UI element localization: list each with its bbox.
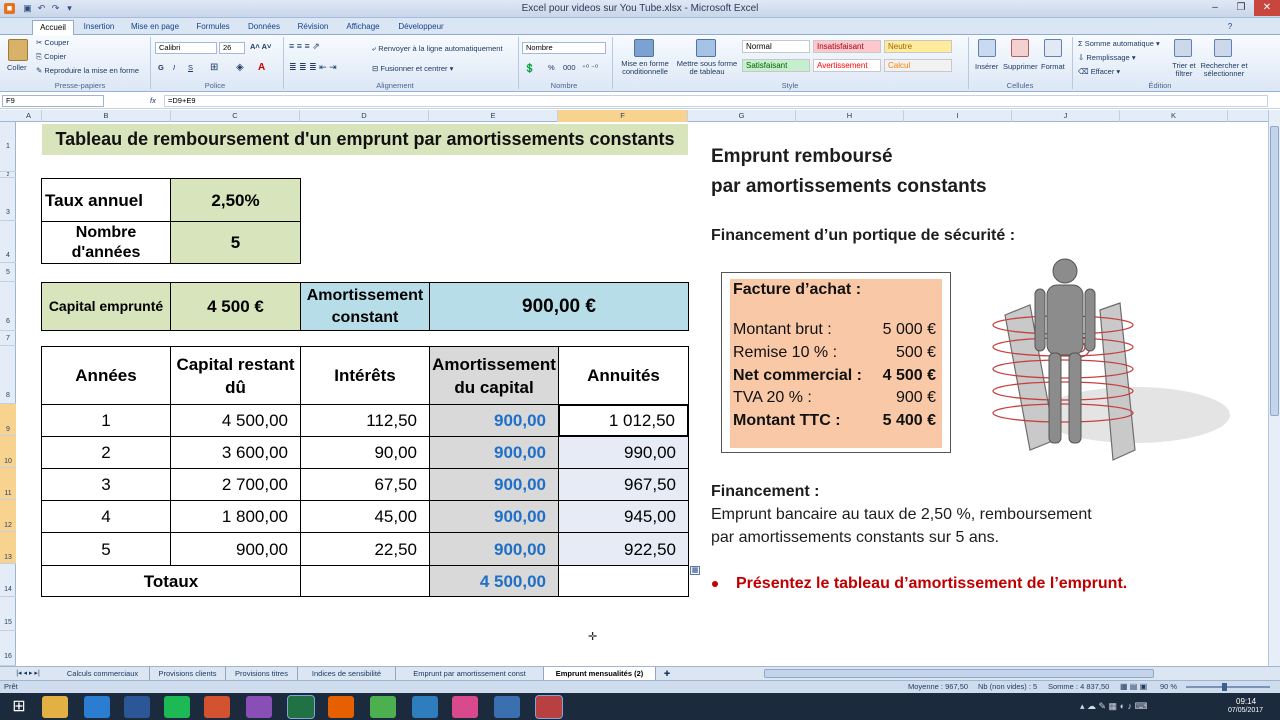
sheet-tabs-bar [0, 666, 1280, 680]
financement-label: Financement : [711, 483, 820, 500]
file-explorer-icon[interactable] [42, 696, 68, 718]
group-separator [968, 37, 969, 89]
row-header-selected[interactable]: 13 [0, 532, 16, 564]
row-header[interactable]: 8 [0, 346, 16, 404]
excel-icon[interactable] [288, 696, 314, 718]
group-separator [1072, 37, 1073, 89]
autosum-button[interactable]: Σ Somme automatique ▾ [1078, 39, 1160, 48]
style-normal[interactable]: Normal [742, 40, 810, 53]
grow-font-icon[interactable]: A˄ A˅ [250, 42, 272, 51]
row-header[interactable]: 2 [0, 172, 16, 178]
invoice-line-label: Remise 10 % : [733, 344, 838, 361]
recorder-icon[interactable] [536, 696, 562, 718]
quick-access-icon[interactable]: ▾ [67, 3, 72, 13]
group-label-font: Police [204, 81, 226, 90]
clock-date[interactable]: 07/05/2017 [1228, 707, 1264, 714]
delete-cells-icon[interactable] [1011, 39, 1029, 57]
invoice-line-label: Montant TTC : [733, 412, 841, 429]
amort-value-cell[interactable]: 900,00 € [429, 282, 689, 331]
invoice-line-value: 900 € [895, 389, 936, 406]
sheet-tab-active[interactable]: Emprunt mensualités (2) [544, 667, 656, 680]
scroll-thumb[interactable] [1270, 126, 1279, 416]
header-capital[interactable]: Capital restant dû [170, 346, 301, 405]
amort-label-cell[interactable]: Amortissement constant [300, 282, 430, 331]
paste-icon[interactable] [8, 39, 28, 61]
app-icon[interactable] [246, 696, 272, 718]
instruction-text: Présentez le tableau d’amortissement de l’emprunt. [736, 575, 1128, 592]
row-header[interactable]: 16 [0, 631, 16, 666]
sort-filter-icon[interactable] [1174, 39, 1192, 57]
cell-annee[interactable]: 5 [41, 532, 171, 566]
fill-color-icon[interactable]: ◈ [236, 62, 244, 73]
sheet-nav-icon[interactable]: |◂ ◂ ▸ ▸| [16, 670, 40, 677]
currency-icon[interactable]: 💲 [524, 63, 536, 73]
taux-label-cell[interactable]: Taux annuel [41, 178, 171, 222]
row-header[interactable]: 4 [0, 221, 16, 263]
font-name-input[interactable]: Calibri [155, 42, 217, 54]
status-bar [0, 680, 1280, 693]
cell-capital[interactable]: 3 600,00 [170, 436, 301, 469]
italic-icon[interactable]: I [173, 63, 176, 72]
group-label-cells: Cellules [1006, 81, 1034, 90]
bullet-icon [712, 581, 718, 587]
system-tray-icons[interactable]: ▴ ☁ ✎ ▦ ◐ ♪ ⌨ [1080, 701, 1148, 711]
ribbon [0, 35, 1280, 92]
title-bar [0, 0, 1280, 18]
fill-button[interactable]: ⇩ Remplissage ▾ [1078, 53, 1136, 62]
copy-button[interactable]: ⎘ Copier [36, 52, 67, 61]
sheet-tab[interactable]: Provisions titres [226, 667, 298, 680]
tab-mise-en-page[interactable]: Mise en page [130, 22, 180, 31]
minimize-icon[interactable]: ‒ [1212, 2, 1218, 13]
horizontal-scrollbar[interactable] [764, 669, 1154, 678]
decimal-icon[interactable]: ⁺⁰ ⁻⁰ [582, 63, 599, 72]
vertical-scrollbar[interactable] [1268, 110, 1280, 666]
column-header[interactable]: D [300, 110, 429, 122]
panel-title-line2: par amortissements constants [711, 176, 987, 197]
sheet-title[interactable]: Tableau de remboursement d'un emprunt par amortissements constants [42, 124, 688, 155]
borders-icon[interactable]: ⊞ [210, 62, 219, 73]
group-label-editing: Édition [1148, 81, 1172, 90]
internet-explorer-icon[interactable] [84, 696, 110, 718]
window-title: Excel pour videos sur You Tube.xlsx - Microsoft Excel [521, 3, 759, 14]
app-icon[interactable] [494, 696, 520, 718]
cell-capital[interactable]: 1 800,00 [170, 500, 301, 533]
font-size-input[interactable]: 26 [219, 42, 245, 54]
totals-annuites-cell[interactable] [558, 565, 689, 597]
tab-accueil[interactable]: Accueil [32, 20, 74, 35]
style-calcul[interactable]: Calcul [884, 59, 952, 72]
cell-annuite[interactable]: 922,50 [558, 532, 689, 566]
office-icon[interactable] [204, 696, 230, 718]
formula-input[interactable]: =D9+E9 [164, 95, 1268, 107]
style-avertissement[interactable]: Avertissement [813, 59, 881, 72]
totals-label-cell[interactable]: Totaux [41, 565, 301, 597]
number-format-select[interactable]: Nombre [522, 42, 606, 54]
capital-label-cell[interactable]: Capital emprunté [41, 282, 171, 331]
financement-text-1: Emprunt bancaire au taux de 2,50 %, remboursement [711, 506, 1092, 523]
tab-formules[interactable]: Formules [196, 22, 230, 31]
cell-amortissement[interactable]: 900,00 [429, 500, 559, 533]
delete-button[interactable]: Supprimer [1003, 62, 1038, 71]
header-amortissement[interactable]: Amortissement du capital [429, 346, 559, 405]
cell-interets[interactable]: 45,00 [300, 500, 430, 533]
table-format-icon[interactable] [696, 39, 716, 57]
paste-button[interactable]: Coller [7, 63, 27, 72]
format-cells-icon[interactable] [1044, 39, 1062, 57]
font-color-icon[interactable]: A [258, 62, 266, 73]
cell-amortissement[interactable]: 900,00 [429, 532, 559, 566]
help-icon[interactable]: ? [1227, 22, 1233, 31]
taux-value-cell[interactable]: 2,50% [170, 178, 301, 222]
thousands-button[interactable]: 000 [563, 63, 576, 72]
status-ready: Prêt [4, 682, 18, 691]
cell-interets[interactable]: 67,50 [300, 468, 430, 501]
firefox-icon[interactable] [328, 696, 354, 718]
cell-interets[interactable]: 90,00 [300, 436, 430, 469]
view-buttons-icon[interactable]: ▦ ▤ ▣ [1120, 682, 1148, 691]
invoice-line-value: 500 € [895, 344, 936, 361]
sheet-tab[interactable]: Emprunt par amortissement const [396, 667, 544, 680]
cut-button[interactable]: ✂ Couper [36, 38, 69, 47]
style-neutre[interactable]: Neutre [884, 40, 952, 53]
tab-insertion[interactable]: Insertion [83, 22, 115, 31]
group-separator [518, 37, 519, 89]
invoice-line-label: Montant brut : [733, 321, 832, 338]
group-label-alignment: Alignement [376, 81, 414, 90]
row-header[interactable]: 1 [0, 122, 16, 172]
group-label-style: Style [781, 81, 799, 90]
cell-amortissement[interactable]: 900,00 [429, 468, 559, 501]
percent-button[interactable]: % [548, 63, 555, 72]
row-header-selected[interactable]: 12 [0, 500, 16, 532]
row-header[interactable]: 7 [0, 331, 16, 346]
group-separator [283, 37, 284, 89]
group-label-number: Nombre [550, 81, 578, 90]
redo-icon[interactable]: ↷ [51, 3, 60, 13]
row-header[interactable]: 3 [0, 178, 16, 221]
group-separator [150, 37, 151, 89]
tab-affichage[interactable]: Affichage [346, 22, 380, 31]
insert-cells-icon[interactable] [978, 39, 996, 57]
conditional-format-icon[interactable] [634, 39, 654, 57]
undo-icon[interactable]: ↶ [37, 3, 46, 13]
table-format-button[interactable]: Mettre sous forme de tableau [676, 59, 738, 76]
nb-label-cell[interactable]: Nombre d'années [41, 221, 171, 264]
clear-button[interactable]: ⌫ Effacer ▾ [1078, 67, 1121, 76]
align-top-icon[interactable]: ≡ ≡ ≡ ⇗ [289, 41, 320, 51]
spotify-icon[interactable] [164, 696, 190, 718]
column-header[interactable]: E [429, 110, 558, 122]
row-header[interactable]: 5 [0, 263, 16, 282]
wrap-text-button[interactable]: ⤶ Renvoyer à la ligne automatiquement [372, 44, 503, 53]
totals-interets-cell[interactable] [300, 565, 430, 597]
column-header[interactable]: H [796, 110, 904, 122]
invoice-panel [730, 279, 942, 448]
cell-annuite[interactable]: 967,50 [558, 468, 689, 501]
align-left-icon[interactable]: ≣ ≣ ≣ ⇤ ⇥ [289, 62, 337, 72]
name-box[interactable]: F9 [2, 95, 104, 107]
nb-value-cell[interactable]: 5 [170, 221, 301, 264]
column-header[interactable]: J [1012, 110, 1120, 122]
cell-amortissement[interactable]: 900,00 [429, 404, 559, 437]
financement-title: Financement d’un portique de sécurité : [711, 227, 1016, 244]
column-header[interactable]: I [904, 110, 1012, 122]
merge-center-button[interactable]: ⊟ Fusionner et centrer ▾ [372, 64, 454, 73]
invoice-line-label: Net commercial : [733, 367, 862, 384]
row-header[interactable]: 15 [0, 597, 16, 631]
windows-start-icon[interactable]: ⊞ [12, 698, 26, 715]
row-header[interactable]: 14 [0, 564, 16, 597]
cell-capital[interactable]: 2 700,00 [170, 468, 301, 501]
find-select-button[interactable]: Rechercher et sélectionner [1200, 61, 1248, 78]
header-annees[interactable]: Années [41, 346, 171, 405]
invoice-box [721, 272, 951, 453]
app-icon[interactable] [452, 696, 478, 718]
cell-capital[interactable]: 900,00 [170, 532, 301, 566]
row-headers [0, 122, 16, 666]
tab-revision[interactable]: Révision [297, 22, 329, 31]
zoom-slider-thumb[interactable] [1222, 683, 1227, 691]
cell-interets[interactable]: 112,50 [300, 404, 430, 437]
capital-value-cell[interactable]: 4 500 € [170, 282, 301, 331]
cell-annee[interactable]: 4 [41, 500, 171, 533]
cell-annuite[interactable]: 990,00 [558, 436, 689, 469]
sheet-tab[interactable]: Calculs commerciaux [56, 667, 150, 680]
panel-title-line1: Emprunt remboursé [711, 146, 893, 167]
row-header-selected[interactable]: 10 [0, 436, 16, 468]
invoice-line-value: 4 500 € [882, 367, 936, 384]
cell-capital[interactable]: 4 500,00 [170, 404, 301, 437]
office-logo-icon[interactable]: ■ [4, 3, 15, 14]
row-header-selected[interactable]: 11 [0, 468, 16, 500]
zoom-slider[interactable] [1186, 686, 1270, 688]
invoice-title: Facture d’achat : [733, 281, 862, 298]
new-sheet-icon[interactable]: ✚ [663, 669, 671, 678]
cell-amortissement[interactable]: 900,00 [429, 436, 559, 469]
format-button[interactable]: Format [1041, 62, 1065, 71]
cursor-icon: ✛ [588, 631, 598, 643]
maximize-icon[interactable]: ❐ [1236, 2, 1246, 13]
app-icon[interactable] [412, 696, 438, 718]
sheet-tab[interactable]: Provisions clients [150, 667, 226, 680]
totals-amort-cell[interactable]: 4 500,00 [429, 565, 559, 597]
word-icon[interactable] [124, 696, 150, 718]
sort-filter-button[interactable]: Trier et filtrer [1172, 61, 1196, 78]
group-label-clipboard: Presse-papiers [54, 81, 106, 90]
status-average: Moyenne : 967,50 [908, 682, 969, 691]
header-annuites[interactable]: Annuités [558, 346, 689, 405]
column-header[interactable]: K [1120, 110, 1228, 122]
bold-icon[interactable]: G [158, 63, 164, 72]
column-header[interactable]: C [171, 110, 300, 122]
column-header-selected[interactable]: F [558, 110, 688, 122]
invoice-line-label: TVA 20 % : [733, 389, 812, 406]
tab-developpeur[interactable]: Développeur [398, 22, 444, 31]
tab-donnees[interactable]: Données [247, 22, 281, 31]
status-count: Nb (non vides) : 5 [978, 682, 1038, 691]
taskbar [0, 693, 1280, 720]
security-gate-illustration [985, 255, 1240, 470]
row-header-selected[interactable]: 9 [0, 404, 16, 436]
group-separator [612, 37, 613, 89]
status-sum: Somme : 4 837,50 [1048, 682, 1110, 691]
column-headers [0, 110, 1268, 122]
fx-icon[interactable]: fx [150, 96, 156, 105]
invoice-line-value: 5 400 € [882, 412, 936, 429]
cell-annuite-active[interactable]: 1 012,50 [558, 404, 689, 437]
style-insatisfaisant[interactable]: Insatisfaisant [813, 40, 881, 53]
ribbon-tabs [0, 18, 1280, 35]
format-painter-button[interactable]: ✎ Reproduire la mise en forme [36, 66, 140, 75]
sheet-tab[interactable]: Indices de sensibilité [298, 667, 396, 680]
cell-annee[interactable]: 2 [41, 436, 171, 469]
find-select-icon[interactable] [1214, 39, 1232, 57]
conditional-format-button[interactable]: Mise en forme conditionnelle [621, 59, 669, 76]
invoice-line-value: 5 000 € [882, 321, 936, 338]
paste-options-icon[interactable]: ▦ [691, 567, 699, 574]
cell-interets[interactable]: 22,50 [300, 532, 430, 566]
row-header[interactable]: 6 [0, 282, 16, 331]
financement-text-2: par amortissements constants sur 5 ans. [711, 529, 1000, 546]
column-header[interactable]: G [688, 110, 796, 122]
style-satisfaisant[interactable]: Satisfaisant [742, 59, 810, 72]
column-header[interactable]: A [16, 110, 42, 122]
column-header[interactable]: B [42, 110, 171, 122]
cell-annee[interactable]: 3 [41, 468, 171, 501]
cell-annee[interactable]: 1 [41, 404, 171, 437]
close-icon[interactable]: ✕ [1254, 0, 1280, 16]
formula-bar [0, 94, 1280, 109]
save-icon[interactable]: ▣ [23, 3, 32, 13]
cell-annuite[interactable]: 945,00 [558, 500, 689, 533]
header-interets[interactable]: Intérêts [300, 346, 430, 405]
zoom-level[interactable]: 90 % [1160, 682, 1178, 691]
insert-button[interactable]: Insérer [975, 62, 999, 71]
clock-time[interactable]: 09:14 [1236, 697, 1257, 706]
app-icon[interactable] [370, 696, 396, 718]
underline-icon[interactable]: S [188, 63, 194, 72]
